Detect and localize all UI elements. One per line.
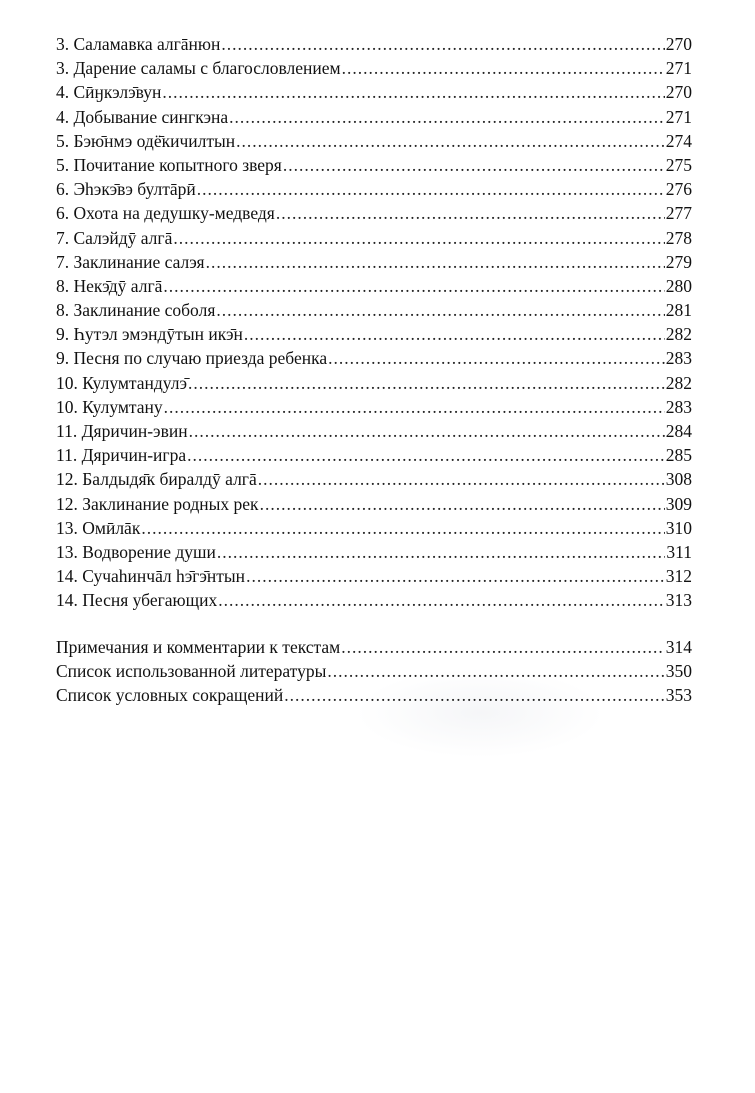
toc-entry-title: 6. Эһэкэ̄вэ бултāрӣ	[56, 179, 196, 200]
toc-entry	[56, 80, 692, 104]
toc-entry-title: 14. Песня убегающих	[56, 590, 218, 611]
dot-leader	[260, 492, 665, 516]
toc-entry	[56, 226, 692, 250]
toc-entry-title: 4. Сӣӈкэлэ̄вун	[56, 82, 162, 103]
toc-entry-page: 278	[665, 227, 692, 248]
dot-leader	[141, 516, 664, 540]
toc-entry-page: 283	[665, 348, 692, 369]
toc-entry-title: Список использованной литературы	[56, 660, 327, 681]
toc-entry	[56, 419, 692, 443]
toc-entry-title: Примечания и комментарии к текстам	[56, 636, 341, 657]
toc-entry-page: 274	[665, 130, 692, 151]
toc-entry	[56, 443, 692, 467]
toc-entry-page: 310	[665, 517, 692, 538]
dot-leader	[216, 298, 664, 322]
dot-leader	[327, 659, 664, 683]
toc-entry-page: 281	[665, 300, 692, 321]
toc-entry-page: 282	[665, 324, 692, 345]
toc-entry-page: 279	[665, 251, 692, 272]
toc-entry-title: 10. Кулумтану	[56, 396, 163, 417]
toc-entry-page: 350	[665, 660, 692, 681]
dot-leader	[258, 467, 665, 491]
toc-entry	[56, 346, 692, 370]
toc-appendix-entry	[56, 659, 692, 683]
toc-entry-page: 311	[666, 541, 692, 562]
toc-entry	[56, 32, 692, 56]
toc-entry	[56, 250, 692, 274]
dot-leader	[173, 226, 664, 250]
toc-entry-title: 7. Заклинание салэя	[56, 251, 205, 272]
toc-entry-page: 270	[665, 34, 692, 54]
toc-entry-title: 8. Заклинание соболя	[56, 300, 216, 321]
toc-entry-title: 12. Заклинание родных рек	[56, 493, 259, 514]
toc-entry	[56, 153, 692, 177]
toc-entry-title: 12. Балдыдя̄к биралдӯ алгā	[56, 469, 257, 490]
toc-entry-title: 9. Песня по случаю приезда ребенка	[56, 348, 328, 369]
toc-entry-title: 5. Почитание копытного зверя	[56, 154, 282, 175]
toc-entry	[56, 56, 692, 80]
dot-leader	[341, 635, 665, 659]
toc-entry	[56, 540, 692, 564]
dot-leader	[162, 80, 664, 104]
toc-entry-page: 308	[665, 469, 692, 490]
toc-entry-page: 313	[665, 590, 692, 611]
toc-entry-title: 14. Сучаһинчāл һэ̄гэ̄нтын	[56, 566, 246, 587]
toc-entry-page: 276	[665, 179, 692, 200]
toc-entry-page: 284	[665, 421, 692, 441]
toc-entry	[56, 467, 692, 491]
toc-entry-title: 3. Дарение саламы с благословлением	[56, 58, 341, 79]
dot-leader	[276, 201, 665, 225]
toc-entry	[56, 129, 692, 153]
dot-leader	[246, 564, 665, 588]
toc-entry-page: 314	[665, 636, 692, 657]
dot-leader	[188, 371, 665, 395]
toc-entry-page: 270	[665, 82, 692, 103]
toc-entry-page: 309	[665, 493, 692, 514]
dot-leader	[187, 443, 665, 467]
toc-entry-page: 271	[665, 106, 692, 127]
dot-leader	[221, 32, 664, 56]
toc-entry-title: 8. Некэ̄дӯ алгā	[56, 275, 163, 296]
toc-entry	[56, 322, 692, 346]
dot-leader	[218, 588, 665, 612]
toc-entry	[56, 371, 692, 395]
dot-leader	[206, 250, 665, 274]
dot-leader	[284, 683, 665, 707]
toc-entry-title: 4. Добывание сингкэна	[56, 106, 229, 127]
toc-entry-title: 11. Дяричин-эвин	[56, 421, 188, 441]
toc-entry	[56, 492, 692, 516]
toc-entry	[56, 177, 692, 201]
toc-entry	[56, 588, 692, 612]
toc-entry-page: 280	[665, 275, 692, 296]
toc-entry-title: 10. Кулумтандулэ̄	[56, 372, 188, 393]
dot-leader	[217, 540, 666, 564]
toc-appendix-entry	[56, 683, 692, 707]
toc-entry	[56, 516, 692, 540]
toc-appendix-entry	[56, 635, 692, 659]
toc-entry-page: 312	[665, 566, 692, 587]
toc-entry-page: 282	[665, 372, 692, 393]
toc-entry	[56, 274, 692, 298]
dot-leader	[229, 105, 665, 129]
toc-entry	[56, 395, 692, 419]
dot-leader	[283, 153, 665, 177]
toc-entry	[56, 564, 692, 588]
toc-entry-page: 285	[665, 445, 692, 466]
dot-leader	[163, 274, 664, 298]
toc-entry-title: 13. Водворение души	[56, 541, 216, 562]
dot-leader	[197, 177, 665, 201]
toc-entry	[56, 105, 692, 129]
dot-leader	[328, 346, 665, 370]
dot-leader	[236, 129, 665, 153]
dot-leader	[164, 395, 665, 419]
toc-entry-title: 6. Охота на дедушку-медведя	[56, 203, 275, 224]
toc-entry-page: 283	[665, 396, 692, 417]
table-of-contents	[56, 32, 692, 707]
toc-entry-title: 5. Бэю̄нмэ одё̄кичилтын	[56, 130, 236, 151]
dot-leader	[244, 322, 665, 346]
dot-leader	[342, 56, 665, 80]
toc-entry-page: 275	[665, 154, 692, 175]
toc-entry-page: 271	[665, 58, 692, 79]
toc-entry-title: 11. Дяричин-игра	[56, 445, 187, 466]
toc-entry	[56, 201, 692, 225]
toc-entry-title: Список условных сокращений	[56, 684, 284, 705]
toc-entry-title: 13. Омӣлāк	[56, 517, 141, 538]
toc-entry-page: 277	[665, 203, 692, 224]
dot-leader	[189, 419, 665, 443]
toc-entry-title: 3. Саламавка алгāнюн	[56, 34, 221, 54]
toc-entry-page: 353	[665, 684, 692, 705]
toc-entry-title: 9. Һутэл эмэндӯтын икэ̄н	[56, 324, 243, 345]
toc-entry-title: 7. Салэйдӯ алгā	[56, 227, 173, 248]
toc-entry	[56, 298, 692, 322]
section-gap	[56, 613, 692, 635]
